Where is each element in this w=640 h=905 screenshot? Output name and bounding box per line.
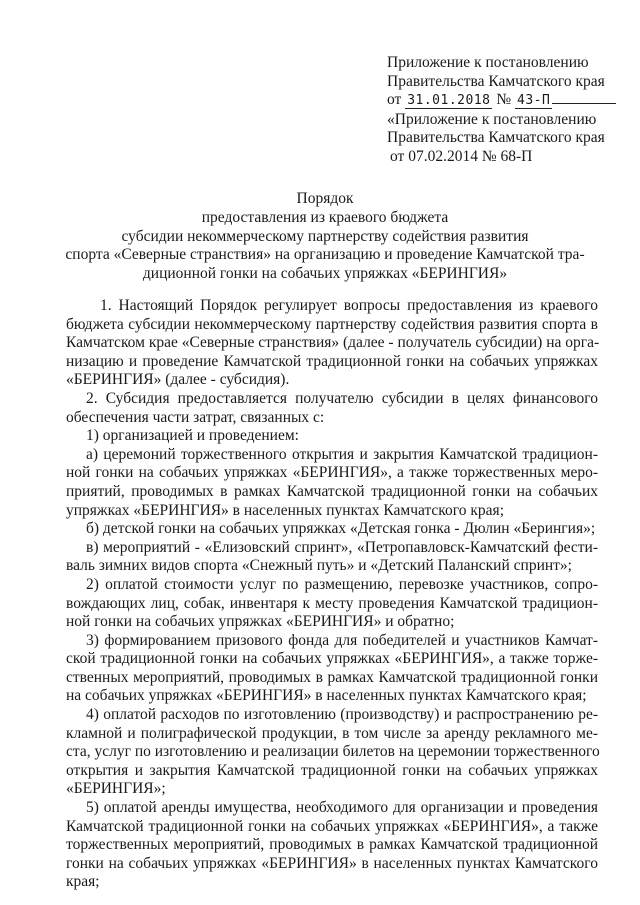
paragraph-p3 xyxy=(66,427,598,446)
paragraph-line: «БЕРИНГИЯ»; xyxy=(66,780,166,798)
appendix-line: Правительства Камчатского края xyxy=(387,72,605,90)
paragraph-line: 4) оплатой расходов по изготовлению (производству) и распространению ре- xyxy=(86,706,598,724)
paragraph-line: края; xyxy=(66,873,100,891)
appendix-number: 43-П xyxy=(517,93,551,109)
appendix-date-line xyxy=(386,91,636,111)
signature-underline xyxy=(552,91,616,104)
appendix-line: от 07.02.2014 № 68-П xyxy=(390,147,533,165)
paragraph-line: а) церемоний торжественного открытия и закрытия Камчатской традицион- xyxy=(86,445,598,463)
paragraph-line: 5) оплатой аренды имущества, необходимого для организации и проведения xyxy=(86,799,598,817)
title-line: субсидии некоммерческому партнерству содействия развития xyxy=(121,227,529,245)
paragraph-line: 1. Настоящий Порядок регулирует вопросы предоставления из краевого xyxy=(100,297,598,314)
appendix-date: 31.01.2018 xyxy=(407,93,491,109)
paragraph-line: ной гонки на собачьих упряжках «БЕРИНГИЯ» и обратно; xyxy=(66,613,455,631)
paragraph-line: «БЕРИНГИЯ» (далее - субсидия). xyxy=(66,371,290,389)
paragraph-line: Камчатском крае «Северные странствия» (далее - получатель субсидии) на орга- xyxy=(66,334,600,352)
paragraph-line: ственных мероприятий, проводимых в рамках Камчатской традиционной гонки xyxy=(66,668,598,686)
paragraph-line: вождающих лиц, собак, инвентаря к месту проведения Камчатской традицион- xyxy=(66,594,598,612)
paragraph-p6 xyxy=(66,539,598,576)
paragraph-line: торжественных мероприятий, проводимых в рамках Камчатской традиционной xyxy=(66,836,598,854)
paragraph-line: на собачьих упряжках «БЕРИНГИЯ» в населенных пунктах Камчатского края; xyxy=(66,687,587,705)
paragraph-p10 xyxy=(66,799,598,892)
paragraph-line: ной гонки на собачьих упряжках «БЕРИНГИЯ», а также торжественных меро- xyxy=(66,464,598,482)
paragraph-line: валь зимних видов спорта «Снежный путь» и «Детский Паланский спринт»; xyxy=(66,557,572,575)
appendix-block xyxy=(386,54,636,167)
appendix-number-sign: № xyxy=(492,91,516,109)
paragraph-p1 xyxy=(66,297,598,390)
document-body xyxy=(66,297,598,892)
paragraph-line: 1) организацией и проведением: xyxy=(86,427,299,445)
paragraph-line: кламной и полиграфической продукции, в том числе за аренду рекламного ме- xyxy=(66,724,598,742)
paragraph-line: гонки на собачьих упряжках «БЕРИНГИЯ» в населенных пунктах Камчатского xyxy=(66,854,598,872)
title-line: предоставления из краевого бюджета xyxy=(201,208,449,226)
paragraph-line: 3) формированием призового фонда для победителей и участников Камчат- xyxy=(86,631,598,649)
paragraph-p2 xyxy=(66,390,598,427)
paragraph-line: в) мероприятий - «Елизовский спринт», «Петропавловск-Камчатский фести- xyxy=(86,538,598,556)
paragraph-line: ста, услуг по изготовлению и реализации билетов на церемонии торжественного xyxy=(66,743,600,761)
document-title xyxy=(60,190,590,284)
appendix-line: Правительства Камчатского края xyxy=(387,129,605,147)
paragraph-line: б) детской гонки на собачьих упряжках «Детская гонка - Дюлин «Берингия»; xyxy=(86,520,596,538)
appendix-prefix: от xyxy=(387,91,406,109)
paragraph-line: 2. Субсидия предоставляется получателю субсидии в целях финансового xyxy=(86,389,598,407)
paragraph-p7 xyxy=(66,576,598,632)
paragraph-line: упряжках «БЕРИНГИЯ» в населенных пунктах Камчатского края; xyxy=(66,501,504,519)
paragraph-p8 xyxy=(66,632,598,706)
paragraph-line: обеспечения части затрат, связанных с: xyxy=(66,408,325,426)
paragraph-p9 xyxy=(66,706,598,799)
title-line: спорта «Северные странствия» на организацию и проведение Камчатской тра- xyxy=(65,246,585,264)
paragraph-line: 2) оплатой стоимости услуг по размещению, перевозке участников, сопро- xyxy=(86,575,598,593)
paragraph-line: открытия и закрытия Камчатской традиционной гонки на собачьих упряжках xyxy=(66,761,598,779)
title-line: Порядок xyxy=(296,190,354,207)
paragraph-line: бюджета субсидии некоммерческому партнерству содействия развития спорта в xyxy=(66,315,598,333)
paragraph-line: приятий, проводимых в рамках Камчатской традиционной гонки на собачьих xyxy=(66,482,598,500)
paragraph-line: низацию и проведение Камчатской традиционной гонки на собачьих упряжках xyxy=(66,352,598,370)
paragraph-p4 xyxy=(66,446,598,520)
paragraph-p5 xyxy=(66,520,598,539)
title-line: диционной гонки на собачьих упряжках «БЕРИНГИЯ» xyxy=(142,265,508,283)
appendix-line: «Приложение к постановлению xyxy=(387,110,597,128)
paragraph-line: Камчатской традиционной гонки на собачьих упряжках «БЕРИНГИЯ», а также xyxy=(66,817,598,835)
paragraph-line: ской традиционной гонки на собачьих упряжках «БЕРИНГИЯ», а также торже- xyxy=(66,650,598,668)
appendix-line: Приложение к постановлению xyxy=(387,54,589,71)
